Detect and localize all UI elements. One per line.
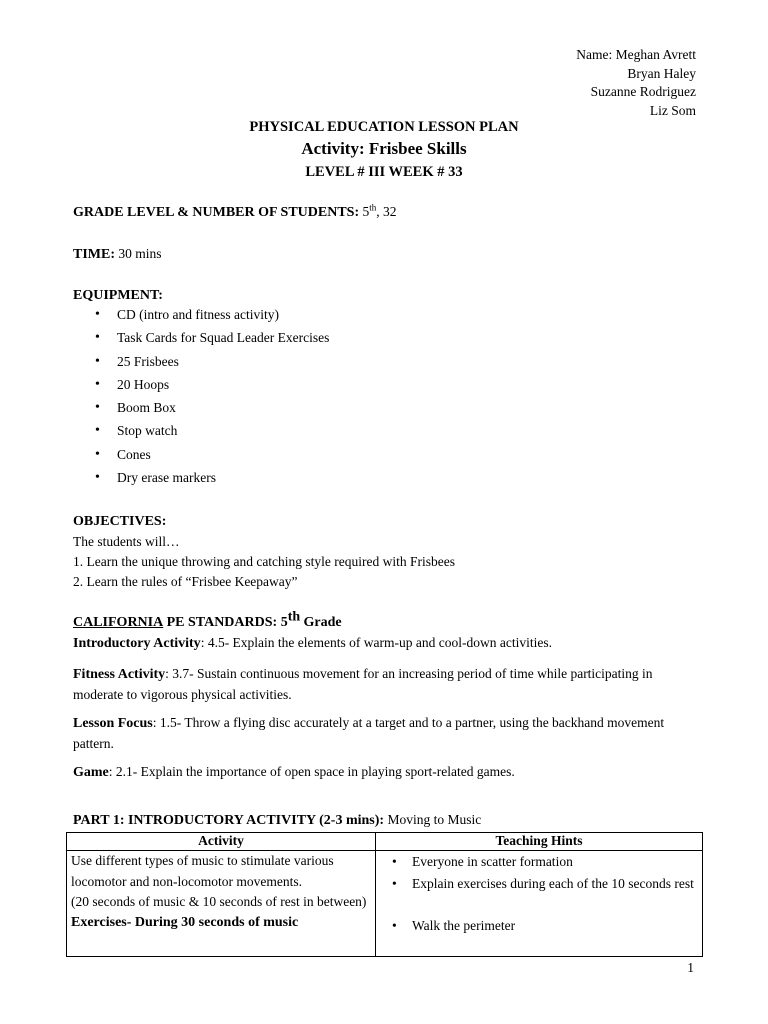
standard-game-label: Game bbox=[73, 765, 109, 780]
time-line bbox=[73, 244, 696, 265]
part1-label: PART 1: INTRODUCTORY ACTIVITY (2-3 mins): bbox=[73, 813, 385, 828]
equipment-item: • Dry erase markers bbox=[73, 466, 329, 489]
part1-heading bbox=[73, 810, 696, 831]
grade-value-rest: , 32 bbox=[376, 204, 397, 219]
equipment-label: EQUIPMENT: bbox=[73, 288, 163, 303]
hints-cell bbox=[376, 851, 703, 957]
part1-value: Moving to Music bbox=[387, 812, 482, 827]
grade-label: GRADE LEVEL & NUMBER OF STUDENTS: bbox=[73, 205, 360, 220]
standards-heading-text: PE STANDARDS: 5 bbox=[166, 615, 288, 630]
column-header-hints: Teaching Hints bbox=[376, 833, 703, 851]
author-name: Name: Meghan Avrett bbox=[576, 47, 696, 62]
objective-item: 2. Learn the rules of “Frisbee Keepaway” bbox=[73, 574, 298, 589]
objectives-intro: The students will… bbox=[73, 534, 180, 549]
equipment-item: • Stop watch bbox=[73, 419, 329, 442]
document-title: PHYSICAL EDUCATION LESSON PLAN bbox=[249, 119, 519, 135]
standards-heading-sup: th bbox=[287, 609, 301, 625]
standard-focus bbox=[73, 713, 696, 754]
hint-item: • Walk the perimeter bbox=[380, 915, 698, 937]
standard-intro-label: Introductory Activity bbox=[73, 636, 201, 651]
grade-value-sup: th bbox=[369, 202, 377, 213]
table-header-row bbox=[67, 833, 703, 851]
objective-item: 1. Learn the unique throwing and catching style required with Frisbees bbox=[73, 554, 456, 569]
time-label: TIME: bbox=[73, 247, 115, 262]
standards-state: CALIFORNIA bbox=[73, 615, 164, 630]
activity-rest-note: (20 seconds of music & 10 seconds of rest in between) bbox=[71, 894, 367, 909]
time-value: 30 mins bbox=[118, 246, 162, 261]
hint-item: • Explain exercises during each of the 10 seconds rest bbox=[380, 873, 698, 895]
author-name: Suzanne Rodriguez bbox=[590, 84, 696, 99]
hints-list bbox=[380, 851, 698, 937]
standard-game-text: : 2.1- Explain the importance of open space in playing sport-related games. bbox=[108, 764, 515, 779]
level-week: LEVEL # III WEEK # 33 bbox=[305, 164, 463, 180]
objectives-section bbox=[73, 512, 696, 592]
column-header-activity: Activity bbox=[67, 833, 376, 851]
standard-fitness-text: : 3.7- Sustain continuous movement for an increasing period of time while participating in moderate to vigorous physical activities. bbox=[73, 666, 653, 702]
activity-cell bbox=[67, 851, 376, 957]
equipment-item: • Task Cards for Squad Leader Exercises bbox=[73, 326, 329, 349]
standard-fitness bbox=[73, 664, 696, 705]
hint-item: • Everyone in scatter formation bbox=[380, 851, 698, 873]
equipment-list bbox=[73, 303, 329, 489]
author-name: Bryan Haley bbox=[627, 65, 696, 81]
table-row bbox=[67, 851, 703, 957]
page-number: 1 bbox=[687, 960, 694, 975]
author-name: Liz Som bbox=[649, 102, 696, 118]
grade-value-num: 5 bbox=[362, 204, 370, 219]
standard-intro bbox=[73, 633, 696, 654]
standard-intro-text: : 4.5- Explain the elements of warm-up and cool-down activities. bbox=[200, 635, 552, 650]
standards-heading-grade: Grade bbox=[303, 615, 342, 630]
activity-table bbox=[66, 832, 703, 957]
standard-focus-text: : 1.5- Throw a flying disc accurately at a target and to a partner, using the backhand movement pattern. bbox=[73, 715, 665, 751]
activity-title: Activity: Frisbee Skills bbox=[301, 139, 467, 158]
grade-line bbox=[73, 202, 696, 223]
author-names bbox=[576, 46, 696, 120]
equipment-item: • 25 Frisbees bbox=[73, 350, 329, 373]
standard-focus-label: Lesson Focus bbox=[73, 716, 153, 731]
standard-fitness-label: Fitness Activity bbox=[73, 667, 166, 682]
objectives-label: OBJECTIVES: bbox=[73, 514, 167, 529]
standards-heading bbox=[73, 609, 696, 633]
equipment-item: • CD (intro and fitness activity) bbox=[73, 303, 329, 326]
standard-game bbox=[73, 762, 696, 783]
activity-description: Use different types of music to stimulate various locomotor and non-locomotor movements. bbox=[71, 853, 334, 889]
equipment-item: • Cones bbox=[73, 443, 329, 466]
equipment-item: • Boom Box bbox=[73, 396, 329, 419]
activity-exercises: Exercises- During 30 seconds of music bbox=[71, 914, 299, 930]
equipment-item: • 20 Hoops bbox=[73, 373, 329, 396]
